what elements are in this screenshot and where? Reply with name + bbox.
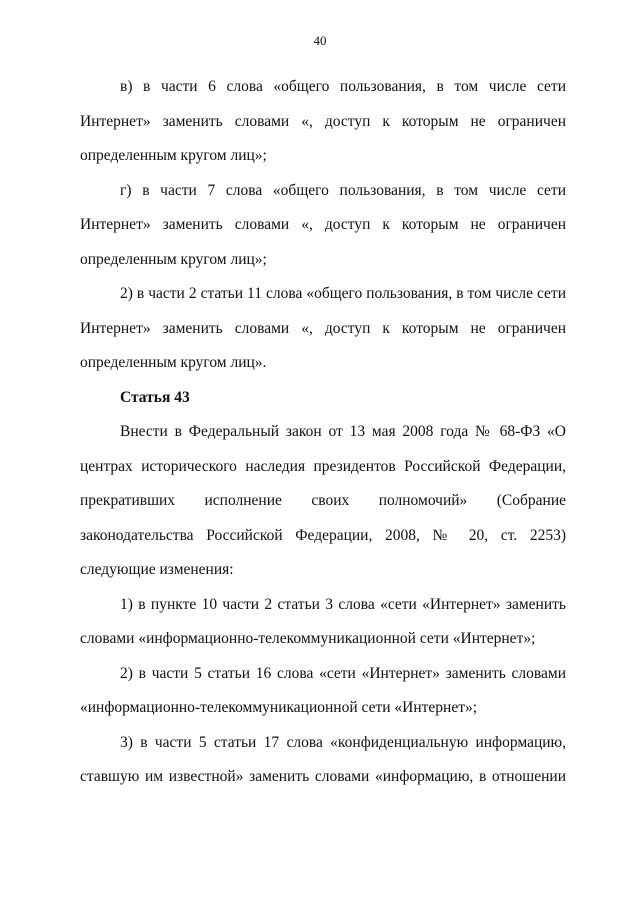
paragraph-2: 2) в части 2 статьи 11 слова «общего пользования, в том числе сети Интернет» заменить словами «, доступ к которым не ограничен определенным кругом лиц».: [80, 285, 566, 371]
paragraph-v: в) в части 6 слова «общего пользования, в том числе сети Интернет» заменить словами «, доступ к которым не ограничен определенным кругом лиц»;: [80, 78, 566, 164]
paragraph-g: г) в части 7 слова «общего пользования, в том числе сети Интернет» заменить словами «, доступ к которым не ограничен определенным кругом лиц»;: [80, 181, 566, 268]
article-heading: Статья 43: [120, 388, 190, 406]
article-intro: Внести в Федеральный закон от 13 мая 2008 года № 68-ФЗ «О центрах исторического наследия президентов Российской Федерации, прекративших исполнение своих полномочий» (Собрание законодательства Российской Федерации, 2008, № 20, ст. 2253) следующие изменения:: [80, 423, 566, 578]
list-item-1: 1) в пункте 10 части 2 статьи 3 слова «сети «Интернет» заменить словами «информационно-телекоммуникационной сети «Интернет»;: [80, 595, 566, 647]
document-body: [80, 70, 566, 795]
page-number: 40: [313, 33, 327, 48]
list-item-3: 3) в части 5 статьи 17 слова «конфиденциальную информацию, ставшую им известной» заменить словами «информацию, в отношении: [80, 733, 566, 785]
list-item-2: 2) в части 5 статьи 16 слова «сети «Интернет» заменить словами «информационно-телекоммуникационной сети «Интернет»;: [80, 664, 566, 716]
